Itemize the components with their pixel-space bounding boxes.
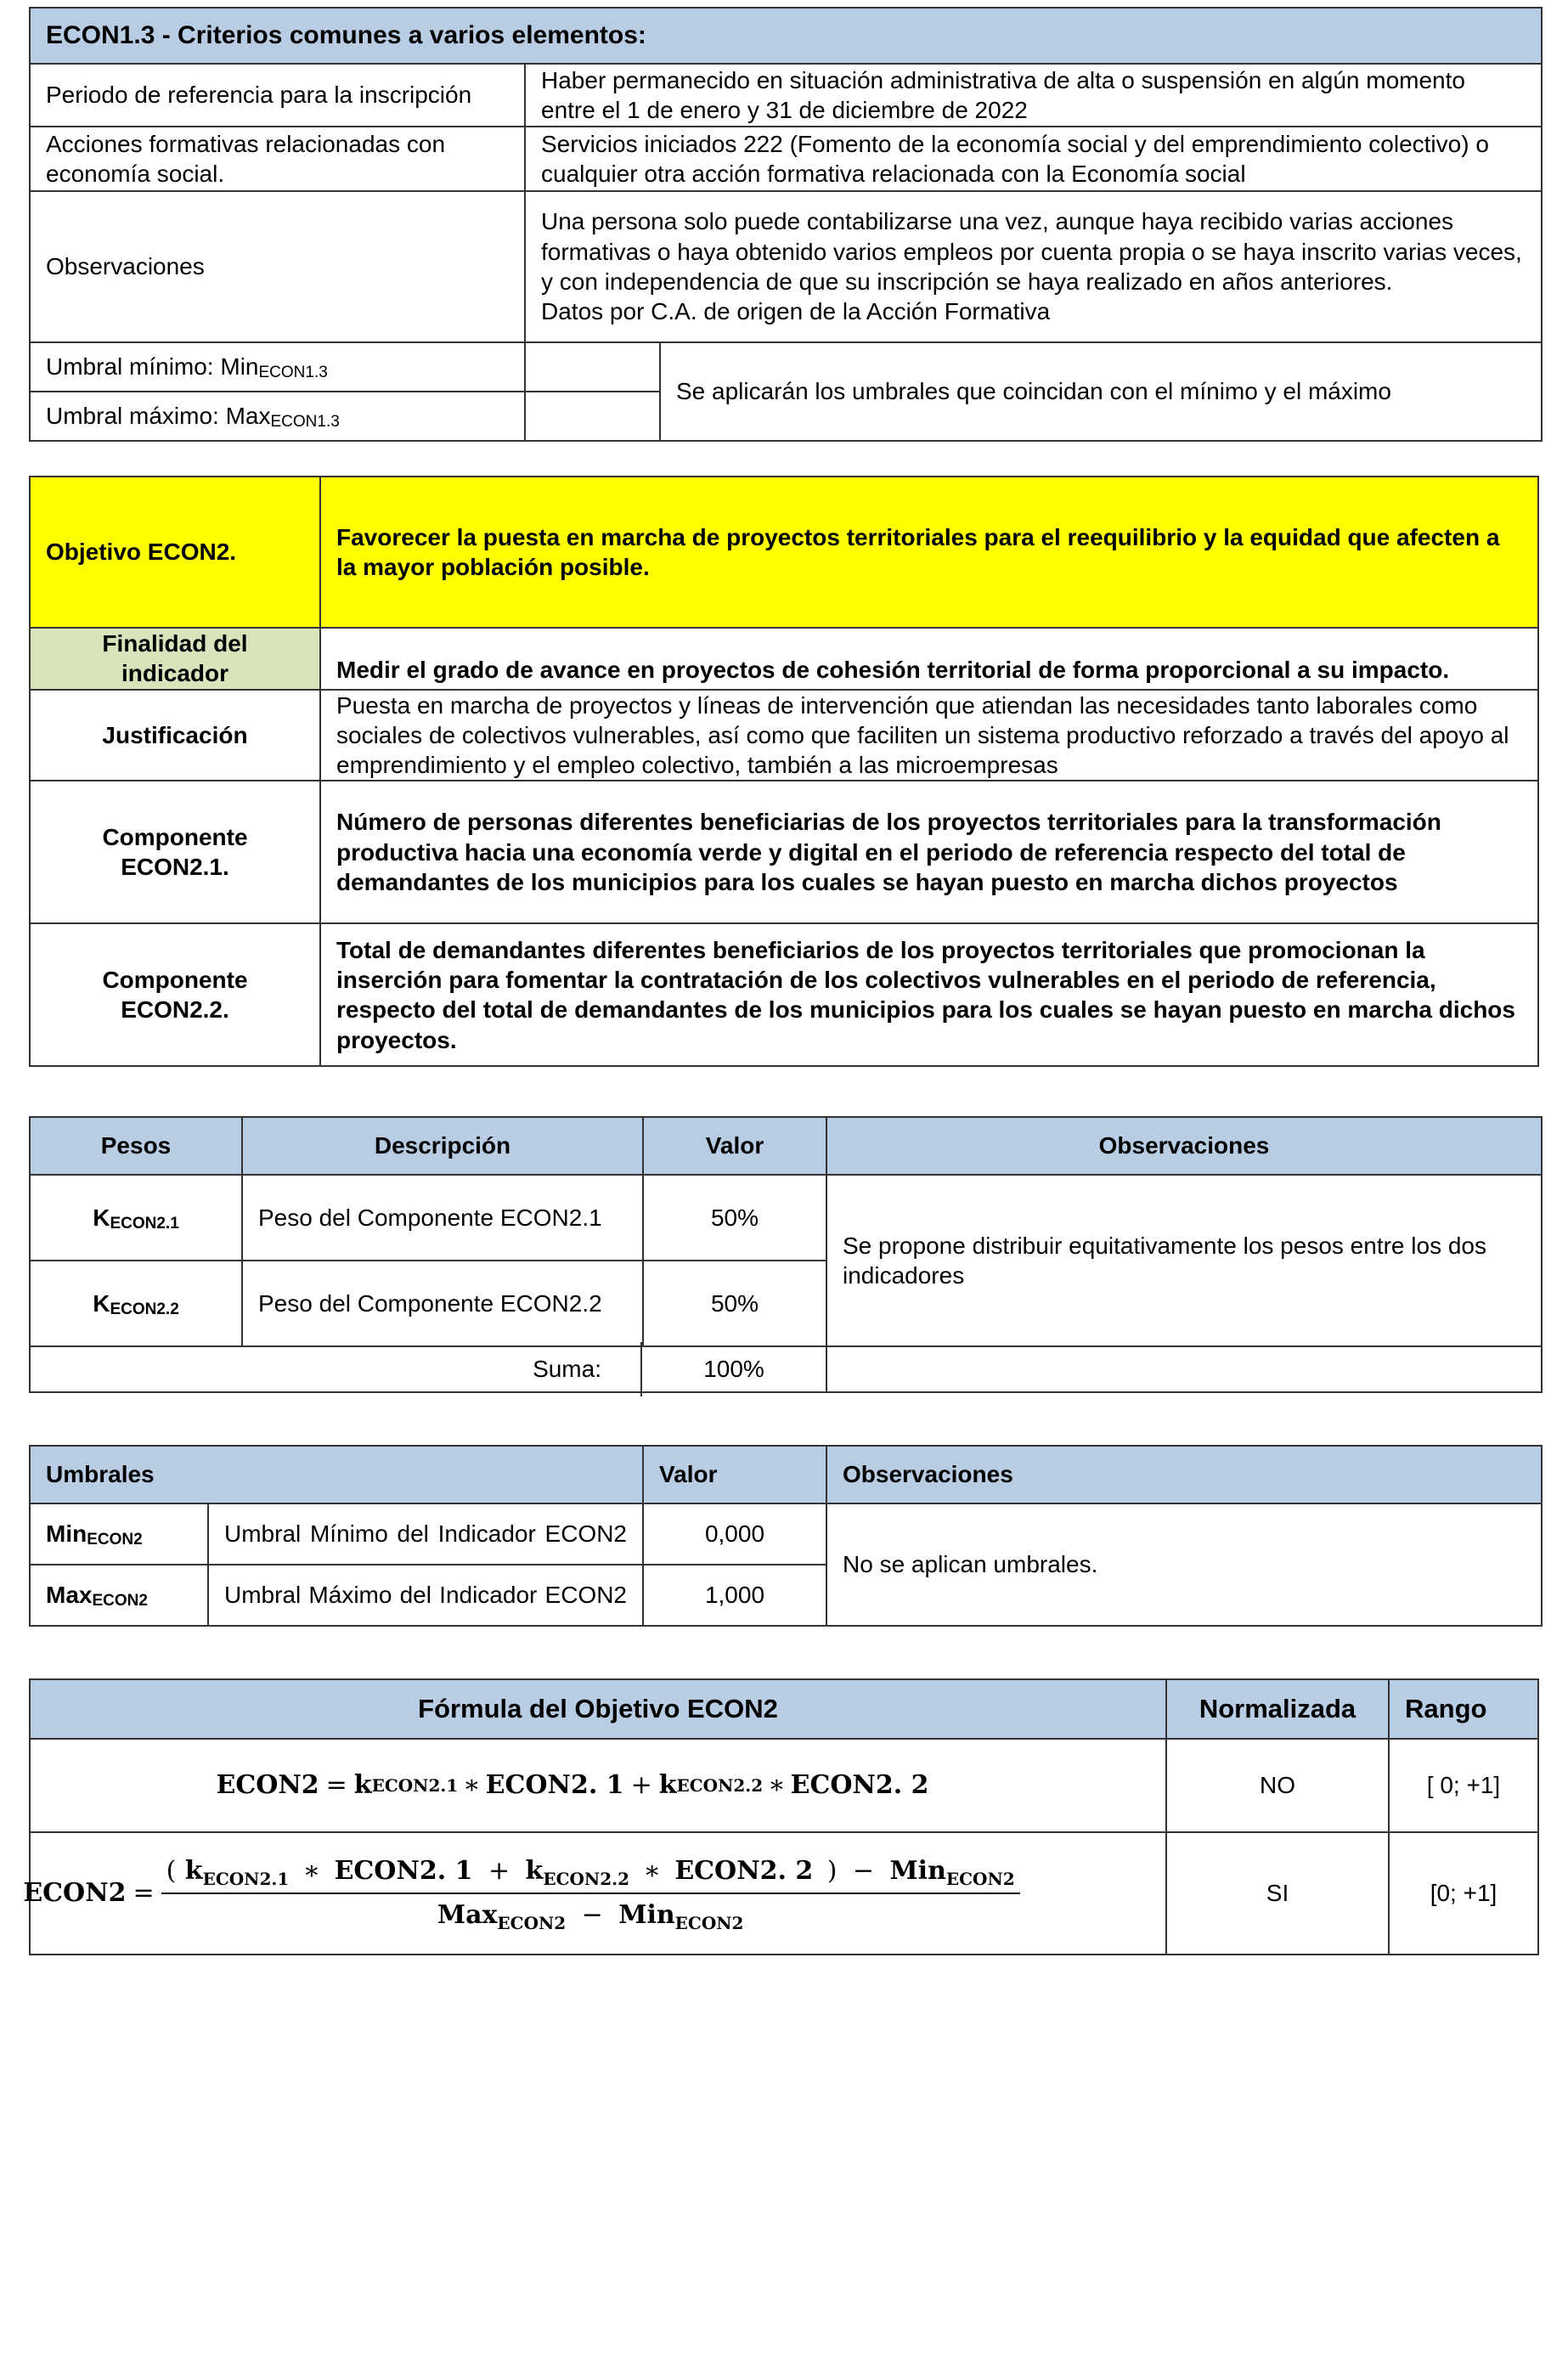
econ13-umbral-max-label — [30, 392, 525, 441]
formula-header-rango: Rango — [1389, 1679, 1538, 1739]
umbral-min-sub: ECON1.3 — [258, 364, 328, 382]
econ2-comp2-label: Componente ECON2.2. — [30, 923, 320, 1066]
pesos-suma-label: Suma: — [533, 1356, 601, 1383]
formula-2-expression — [0, 1855, 1150, 1932]
f1-term2: ECON2. 2 — [790, 1770, 929, 1801]
pesos-valor1: 50% — [643, 1175, 826, 1261]
f2-star2: ∗ — [643, 1856, 661, 1887]
econ2-objetivo-text: Favorecer la puesta en marcha de proyectos territoriales para el reequilibrio y la equidad que afecten a la mayor población posible. — [320, 477, 1538, 628]
f1-k2: k — [658, 1770, 677, 1801]
econ13-umbral-max-value — [525, 392, 660, 441]
f2-max-den: Max — [437, 1900, 498, 1930]
econ2-table — [29, 476, 1539, 1067]
f2-star1: ∗ — [302, 1856, 321, 1887]
formula-1-normalizada: NO — [1166, 1739, 1389, 1832]
econ2-justificacion-text: Puesta en marcha de proyectos y líneas de intervención que atiendan las necesidades tanto laborales como sociales de colectivos vulnerables, así como que faciliten un sistema productivo reforzado a través del apoyo al emprendimiento y el empleo colectivo, también a las microempresas — [320, 690, 1538, 781]
f1-k1: k — [353, 1770, 372, 1801]
f1-term1: ECON2. 1 — [485, 1770, 624, 1801]
umbral-min-text: Umbral mínimo: Min — [46, 353, 259, 381]
econ13-observaciones-text: Una persona solo puede contabilizarse una vez, aunque haya recibido varias acciones formativas o haya obtenido varios empleos por cuenta propia o se haya inscrito varias veces, y con independencia de que su inscripción se haya realizado en años anteriores. — [541, 208, 1522, 295]
econ2-justificacion-label: Justificación — [30, 690, 320, 781]
f1-plus: + — [630, 1770, 652, 1801]
max-sub: ECON2 — [92, 1592, 148, 1611]
max-symbol: Max — [46, 1582, 93, 1609]
econ13-label-periodo: Periodo de referencia para la inscripción — [30, 64, 525, 127]
econ13-title: ECON1.3 - Criterios comunes a varios elementos: — [30, 8, 1542, 64]
f2-denominator — [432, 1894, 749, 1932]
f2-min-num: Min — [889, 1856, 946, 1887]
f2-max-den-sub: ECON2 — [497, 1913, 567, 1933]
econ13-label-observaciones: Observaciones — [30, 191, 525, 342]
f2-k1: k — [184, 1856, 203, 1887]
f2-minus-num: − — [852, 1856, 875, 1887]
umbrales-max-desc: Umbral Máximo del Indicador ECON2 — [208, 1565, 643, 1626]
umbral-max-text: Umbral máximo: Max — [46, 403, 271, 430]
f1-lhs: ECON2 — [216, 1770, 319, 1801]
umbrales-header-observaciones: Observaciones — [826, 1446, 1542, 1503]
pesos-valor2: 50% — [643, 1261, 826, 1346]
f2-k2: k — [525, 1856, 544, 1887]
f2-min-den-sub: ECON2 — [674, 1913, 744, 1933]
pesos-suma-row — [30, 1346, 826, 1392]
umbrales-min-desc: Umbral Mínimo del Indicador ECON2 — [208, 1503, 643, 1565]
f2-k1-sub: ECON2.1 — [202, 1869, 290, 1890]
umbral-max-sub: ECON1.3 — [270, 413, 340, 432]
econ2-comp2-text: Total de demandantes diferentes beneficiarios de los proyectos territoriales que promocionan la inserción para fomentar la contratación de los colectivos vulnerables en el periodo de referencia, respecto del total de demandantes de los municipios para los cuales se hayan puesto en marcha dichos proyectos. — [320, 923, 1538, 1066]
f2-min-den: Min — [618, 1900, 675, 1930]
formula-header-normalizada: Normalizada — [1166, 1679, 1389, 1739]
f2-rparen: ) — [826, 1856, 838, 1887]
formula-1 — [30, 1739, 1166, 1832]
f2-minus-den: − — [581, 1900, 603, 1930]
f1-star1: ∗ — [463, 1770, 481, 1801]
f2-lparen: ( — [166, 1856, 177, 1887]
f1-star2: ∗ — [768, 1770, 786, 1801]
f2-eq: = — [133, 1878, 155, 1909]
pesos-suma-empty — [826, 1346, 1542, 1392]
umbrales-header-umbrales: Umbrales — [30, 1446, 643, 1503]
formula-2-normalizada: SI — [1166, 1832, 1389, 1955]
formula-table — [23, 1678, 1539, 1955]
umbrales-min-name — [30, 1503, 208, 1565]
pesos-k2 — [30, 1261, 242, 1346]
k2-sub: ECON2.2 — [110, 1300, 179, 1318]
formula-header-formula: Fórmula del Objetivo ECON2 — [30, 1679, 1166, 1739]
umbrales-max-valor: 1,000 — [643, 1565, 826, 1626]
f2-min-num-sub: ECON2 — [945, 1869, 1015, 1890]
econ13-value-periodo: Haber permanecido en situación administrativa de alta o suspensión en algún momento entre el 1 de enero y 31 de diciembre de 2022 — [525, 64, 1542, 127]
min-symbol: Min — [46, 1520, 87, 1548]
k1-sub: ECON2.1 — [110, 1214, 179, 1233]
pesos-header-descripcion: Descripción — [242, 1117, 643, 1175]
umbrales-table — [29, 1445, 1543, 1627]
k2-symbol: K — [93, 1289, 110, 1317]
f2-numerator — [161, 1855, 1020, 1894]
umbrales-observaciones: No se aplican umbrales. — [826, 1503, 1542, 1626]
umbrales-min-valor: 0,000 — [643, 1503, 826, 1565]
econ13-value-acciones: Servicios iniciados 222 (Fomento de la economía social y del emprendimiento colectivo) o cualquier otra acción formativa relacionada con la Economía social — [525, 127, 1542, 191]
formula-1-rango: [ 0; +1] — [1389, 1739, 1538, 1832]
pesos-table — [29, 1116, 1543, 1393]
f2-fraction — [161, 1855, 1020, 1932]
econ13-umbral-min-label — [30, 342, 525, 392]
f2-term2: ECON2. 2 — [674, 1856, 814, 1887]
econ13-label-acciones: Acciones formativas relacionadas con economía social. — [30, 127, 525, 191]
econ13-table — [29, 7, 1543, 442]
pesos-desc2: Peso del Componente ECON2.2 — [242, 1261, 643, 1346]
pesos-k1 — [30, 1175, 242, 1261]
f2-k2-sub: ECON2.2 — [543, 1869, 630, 1890]
econ13-value-observaciones — [525, 191, 1542, 342]
pesos-header-pesos: Pesos — [30, 1117, 242, 1175]
f2-plus: + — [488, 1856, 510, 1887]
k1-symbol: K — [93, 1204, 110, 1231]
pesos-observaciones: Se propone distribuir equitativamente los pesos entre los dos indicadores — [826, 1175, 1542, 1346]
umbrales-header-valor: Valor — [643, 1446, 826, 1503]
formula-2-rango: [0; +1] — [1389, 1832, 1538, 1955]
econ13-observaciones-datos: Datos por C.A. de origen de la Acción Formativa — [541, 298, 1051, 325]
econ13-umbral-note: Se aplicarán los umbrales que coincidan con el mínimo y el máximo — [660, 342, 1542, 441]
formula-2 — [23, 1832, 1166, 1955]
f2-term1: ECON2. 1 — [334, 1856, 473, 1887]
econ2-comp1-label: Componente ECON2.1. — [30, 781, 320, 923]
econ2-finalidad-text: Medir el grado de avance en proyectos de cohesión territorial de forma proporcional a su impacto. — [320, 628, 1538, 690]
econ13-umbral-min-value — [525, 342, 660, 392]
pesos-header-valor: Valor — [643, 1117, 826, 1175]
pesos-suma-valor: 100% — [640, 1342, 826, 1396]
f2-lhs: ECON2 — [23, 1878, 127, 1909]
econ2-finalidad-label: Finalidad del indicador — [30, 628, 320, 690]
min-sub: ECON2 — [87, 1531, 143, 1549]
f1-eq: = — [325, 1770, 347, 1801]
umbrales-max-name — [30, 1565, 208, 1626]
formula-1-expression: ECON2 = k ECON2.1 ∗ ECON2. 1 + k ECON2.2 ∗ ECON2. 2 — [216, 1770, 929, 1801]
pesos-desc1: Peso del Componente ECON2.1 — [242, 1175, 643, 1261]
econ2-comp1-text: Número de personas diferentes beneficiarias de los proyectos territoriales para la transformación productiva hacia una economía verde y digital en el periodo de referencia respecto del total de demandantes de los municipios para los cuales se hayan puesto en marcha dichos proyectos — [320, 781, 1538, 923]
pesos-header-observaciones: Observaciones — [826, 1117, 1542, 1175]
econ2-objetivo-label: Objetivo ECON2. — [30, 477, 320, 628]
